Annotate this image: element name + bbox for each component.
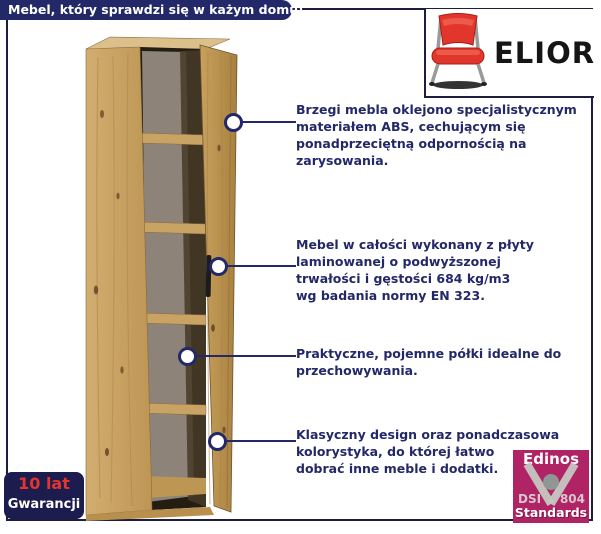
frame-line-left (6, 14, 8, 521)
callout-line-text: Praktyczne, pojemne półki idealne do (296, 346, 562, 361)
callout-line-text: Brzegi mebla oklejono specjalistycznym (296, 102, 577, 117)
callout-line-text: ponadprzeciętną odpornością na (296, 136, 527, 151)
edinos-dsi: DSI (518, 492, 542, 506)
callout-line-text: Klasyczny design oraz ponadczasowa (296, 427, 560, 442)
callout-line-text: kolorystyka, do której łatwo (296, 444, 495, 459)
warranty-label: Gwarancji (7, 497, 81, 512)
callout-dot-4 (208, 432, 227, 451)
edinos-brand: Edinos (522, 450, 580, 468)
callout-line-1 (242, 121, 296, 123)
edinos-standards: Standards (514, 505, 588, 520)
callout-line-text: przechowywania. (296, 363, 418, 378)
callout-line-text: wg badania normy EN 323. (296, 288, 485, 303)
callout-line-2 (227, 265, 296, 267)
callout-dot-3 (178, 347, 197, 366)
callout-line-text: Mebel w całości wykonany z płyty (296, 237, 534, 252)
callout-line-text: zarysowania. (296, 153, 389, 168)
callout-line-text: trwałości i gęstości 684 kg/m3 (296, 271, 511, 286)
callout-line-3 (196, 355, 296, 357)
callout-line-text: laminowanej o podwyższonej (296, 254, 501, 269)
callout-line-4 (226, 440, 296, 442)
callout-dot-2 (209, 257, 228, 276)
callout-text-shelves (296, 345, 561, 379)
edinos-804: 804 (559, 492, 585, 506)
edinos-badge (513, 450, 589, 523)
headline-banner: Mebel, który sprawdzi się w każym domu! (0, 0, 292, 20)
red-chair-icon (426, 11, 490, 95)
callout-line-text: dobrać inne meble i dodatki. (296, 461, 499, 476)
callout-line-text: materiałem ABS, cechującym się (296, 119, 526, 134)
callout-dot-1 (224, 113, 243, 132)
brand-name: ELIOR (494, 35, 596, 70)
callout-text-abs-edges (296, 101, 577, 169)
warranty-badge (4, 472, 84, 519)
callout-text-laminated-board (296, 236, 534, 304)
warranty-years: 10 lat (18, 474, 70, 493)
brand-logo-box (424, 9, 594, 98)
